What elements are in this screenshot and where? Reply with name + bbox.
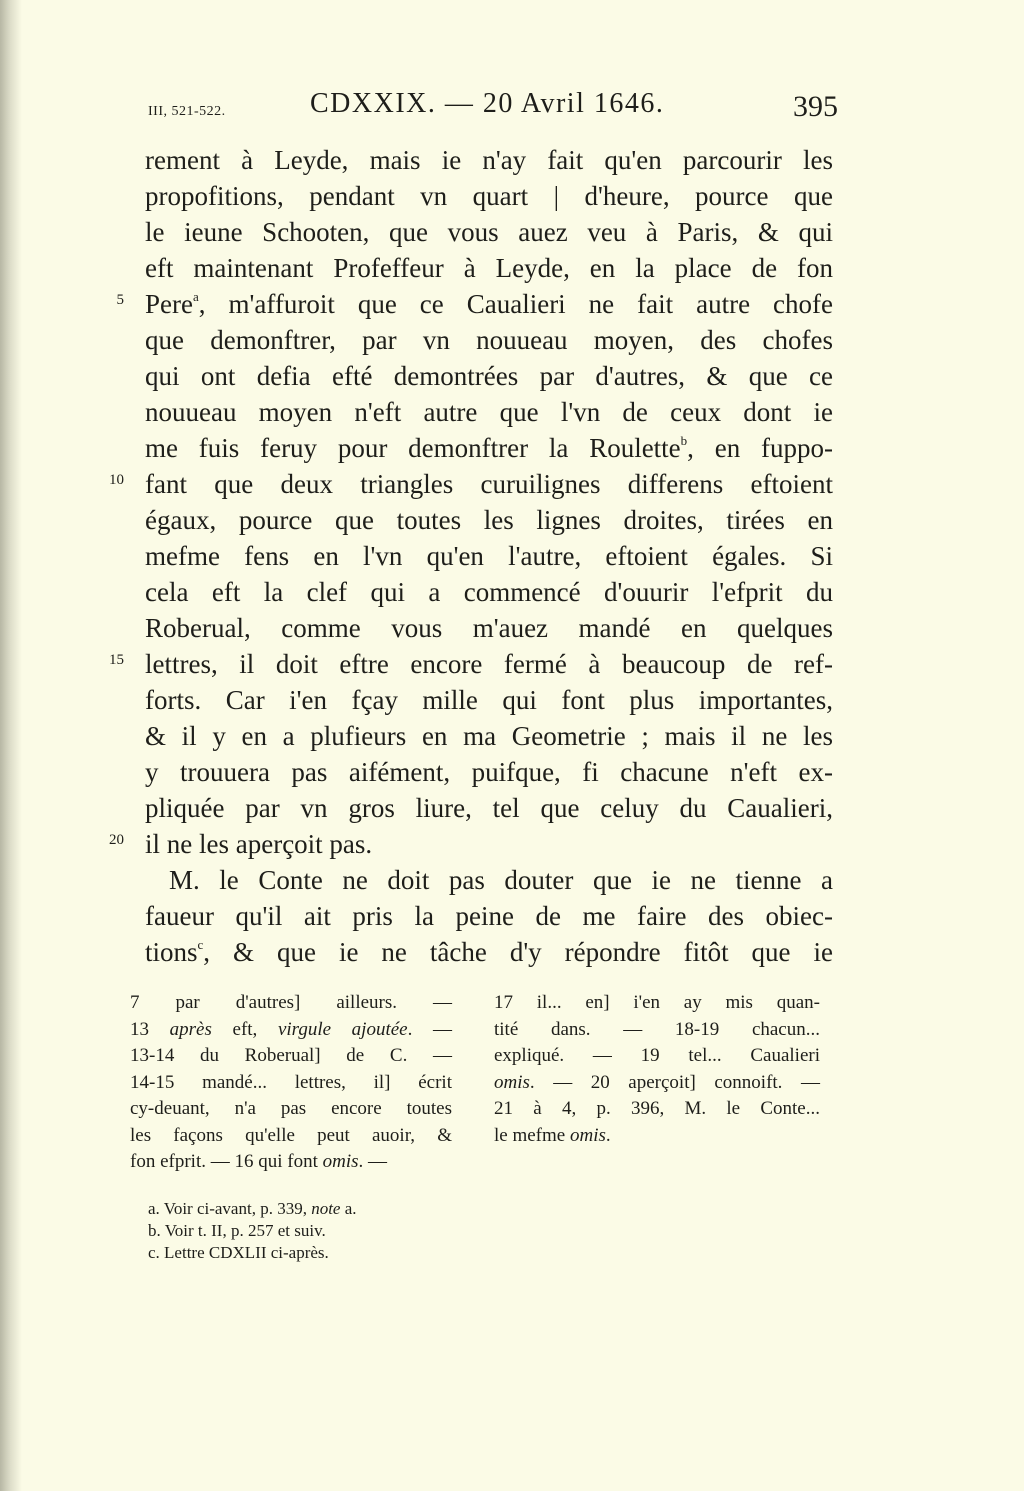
variant-line: 21 à 4, p. 396, M. le Conte... [494, 1098, 820, 1119]
variant-text: . — [358, 1151, 388, 1172]
body-line-text: , & que ie ne tâche d'y répondre fitôt que ie [203, 937, 833, 967]
footnote-text: b. Voir t. II, p. 257 et suiv. [148, 1221, 326, 1240]
body-line: eft maintenant Profeffeur à Leyde, en la place de fon [145, 253, 833, 283]
footnote-italic: note [311, 1199, 341, 1218]
body-line-text: , m'affuroit que ce Caualieri ne fait autre chofe [198, 289, 833, 319]
footnote-text: a. [340, 1199, 357, 1218]
variant-line [130, 1149, 452, 1176]
variant-text: . [605, 1124, 611, 1146]
letter-body [145, 142, 833, 970]
body-line: faueur qu'il ait pris la peine de me faire des obiec- [145, 901, 833, 931]
running-header [148, 88, 838, 132]
variant-line: 17 il... en] i'en ay mis quan- [494, 992, 820, 1013]
variant-line: cy-deuant, n'a pas encore toutes [130, 1098, 452, 1119]
body-line: Roberual, comme vous m'auez mandé en quelques [145, 613, 833, 643]
body-line: fant que deux triangles curuilignes differens eftoient [145, 469, 833, 499]
body-line: y trouuera pas aifément, puifque, fi chacune n'eft ex- [145, 757, 833, 787]
footnote-text: a. Voir ci-avant, p. 339, [148, 1199, 312, 1218]
body-line [145, 430, 833, 466]
variant-text: eft, [211, 1018, 278, 1040]
footnote-text: c. Lettre CDXLII ci-après. [148, 1243, 329, 1262]
variant-line: 7 par d'autres] ailleurs. — [130, 992, 452, 1013]
footnote-a [148, 1198, 357, 1220]
body-line: mefme fens en l'vn qu'en l'autre, eftoient égales. Si [145, 541, 833, 571]
variant-line: tité dans. — 18-19 chacun... [494, 1018, 820, 1040]
body-line: forts. Car i'en fçay mille qui font plus importantes, [145, 685, 833, 715]
variant-line: 14-15 mandé... lettres, il] écrit [130, 1071, 452, 1093]
textual-variants [130, 990, 830, 1172]
page-spine-shadow [0, 0, 22, 1491]
body-line: lettres, il doit eftre encore fermé à beaucoup de ref- [145, 649, 833, 679]
body-line: nouueau moyen n'eft autre que l'vn de ceux dont ie [145, 397, 833, 427]
variant-line: les façons qu'elle peut auoir, & [130, 1124, 452, 1146]
body-line: rement à Leyde, mais ie n'ay fait qu'en parcourir les [145, 145, 833, 175]
body-line-text: , en fuppo- [687, 433, 833, 463]
body-line: il ne les aperçoit pas. [145, 829, 373, 859]
variant-italic: virgule ajoutée [277, 1018, 408, 1040]
note-mark-c: c [197, 937, 204, 952]
body-line: égaux, pource que toutes les lignes droites, tirées en [145, 505, 833, 535]
body-line: cela eft la clef qui a commencé d'ouurir l'efprit du [145, 577, 833, 607]
header-letter-title: CDXXIX. — 20 Avril 1646. [310, 88, 665, 119]
variant-italic: omis [569, 1124, 606, 1146]
note-mark-b: b [680, 433, 688, 448]
variant-line [494, 1123, 820, 1150]
body-line: que demonftrer, par vn nouueau moyen, des chofes [145, 325, 833, 355]
line-number: 5 [116, 292, 124, 308]
header-volume-reference: III, 521-522. [148, 104, 226, 119]
body-line-text: me fuis feruy pour demonftrer la Roulette [145, 433, 681, 463]
line-number: 10 [109, 472, 124, 488]
variants-column-left [130, 990, 452, 1176]
body-line-text: tions [145, 937, 198, 967]
body-line [145, 934, 833, 970]
footnotes [148, 1198, 357, 1264]
variant-text: 13 [130, 1018, 170, 1040]
variant-line [130, 1017, 452, 1044]
body-line: pliquée par vn gros liure, tel que celuy du Caualieri, [145, 793, 833, 823]
body-line: & il y en a plufieurs en ma Geometrie ; mais il ne les [145, 721, 833, 751]
body-line: M. le Conte ne doit pas douter que ie ne tienne a [169, 865, 833, 895]
footnote-c [148, 1242, 357, 1264]
variant-text: . — [407, 1018, 452, 1040]
body-line: qui ont defia efté demontrées par d'autres, & que ce [145, 361, 833, 391]
variant-line: 13-14 du Roberual] de C. — [130, 1045, 452, 1066]
variant-italic: après [169, 1018, 212, 1040]
body-line: propofitions, pendant vn quart | d'heure, pource que [145, 181, 833, 211]
page-number: 395 [793, 90, 838, 123]
variant-italic: omis [322, 1151, 359, 1172]
variant-italic: omis [494, 1071, 530, 1093]
variant-line [494, 1070, 820, 1097]
body-line-text: Pere [145, 289, 193, 319]
variant-text: fon efprit. — 16 qui font [130, 1151, 323, 1172]
line-number: 15 [109, 652, 124, 668]
variant-line: expliqué. — 19 tel... Caualieri [494, 1045, 820, 1066]
body-line [145, 286, 833, 322]
footnote-b [148, 1220, 357, 1242]
line-number: 20 [109, 832, 124, 848]
variants-column-right [494, 990, 820, 1149]
body-line: le ieune Schooten, que vous auez veu à Paris, & qui [145, 217, 833, 247]
variant-text: . — 20 aperçoit] connoift. — [529, 1071, 820, 1093]
note-mark-a: a [192, 289, 199, 304]
variant-text: le mefme [494, 1124, 570, 1146]
